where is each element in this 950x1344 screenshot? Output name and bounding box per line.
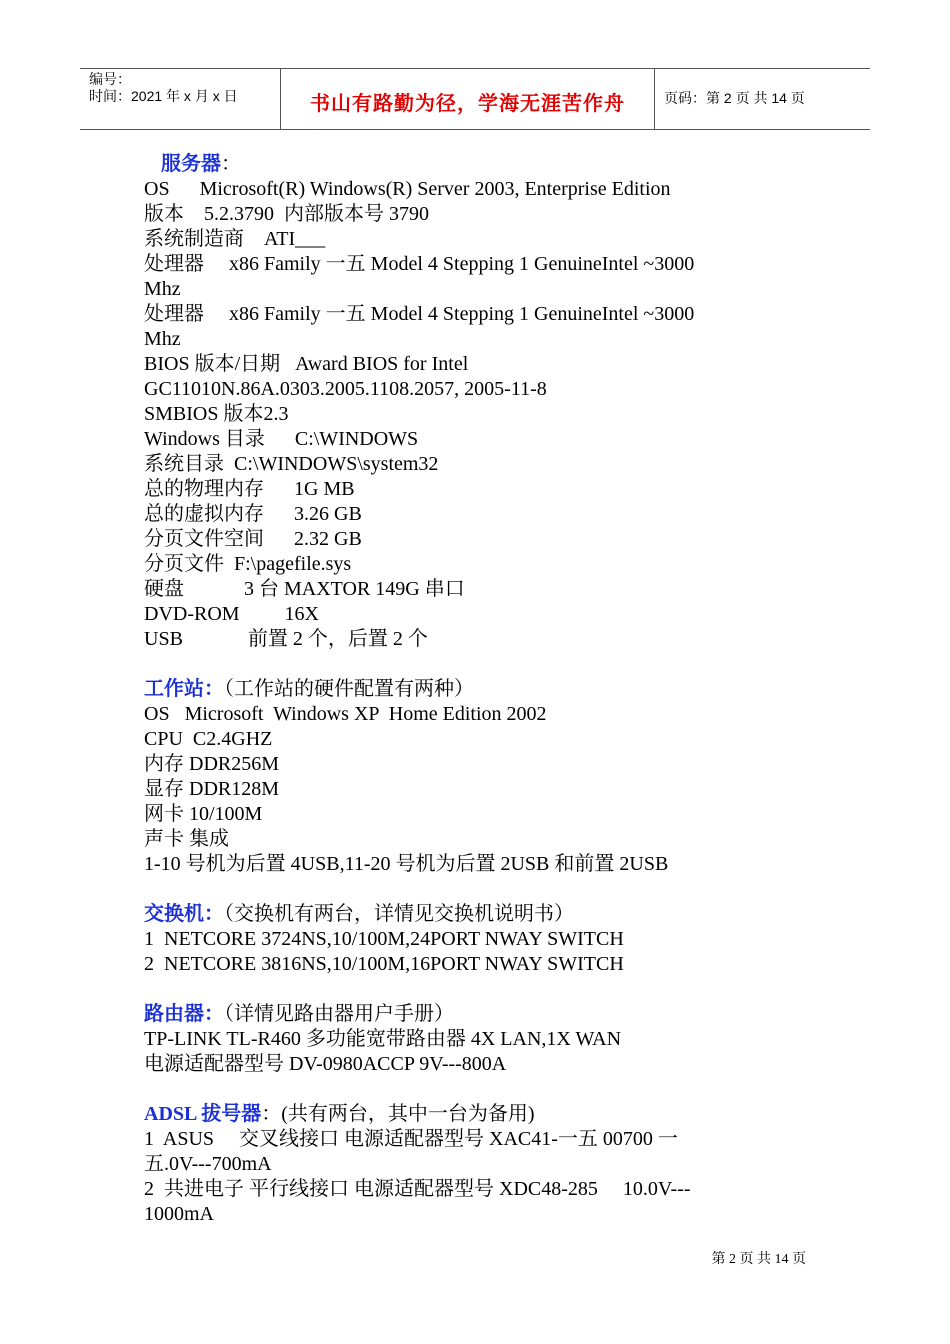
router-spec-list bbox=[144, 1027, 824, 1077]
server-spec-line: 总的虚拟内存 3.26 GB bbox=[144, 503, 362, 525]
server-spec-line: OS Microsoft(R) Windows(R) Server 2003, Enterprise Edition bbox=[144, 178, 671, 200]
router-note: （详情见路由器用户手册） bbox=[224, 1003, 454, 1025]
document-date: 时间：2021 年 x 月 x 日 bbox=[89, 88, 238, 104]
server-spec-line: GC11010N.86A.0303.2005.1108.2057, 2005-11-8 bbox=[144, 378, 547, 400]
switch-spec-list bbox=[144, 927, 824, 977]
router-spec-line: 电源适配器型号 DV-0980ACCP 9V---800A bbox=[144, 1053, 507, 1075]
server-spec-line: DVD-ROM 16X bbox=[144, 603, 319, 625]
section-spacer bbox=[144, 652, 824, 677]
section-spacer bbox=[144, 1077, 824, 1102]
server-heading-colon: ： bbox=[221, 153, 241, 175]
server-spec-line: 处理器 x86 Family 一五 Model 4 Stepping 1 GenuineIntel ~3000 bbox=[144, 303, 695, 325]
adsl-spec-line: 2 共进电子 平行线接口 电源适配器型号 XDC48-285 10.0V--- bbox=[144, 1178, 691, 1200]
header-motto: 书山有路勤为径，学海无涯苦作舟 bbox=[310, 91, 625, 115]
server-spec-line: 系统目录 C:\WINDOWS\system32 bbox=[144, 453, 439, 475]
server-spec-line: Mhz bbox=[144, 278, 181, 300]
workstation-spec-line: OS Microsoft Windows XP Home Edition 2002 bbox=[144, 703, 547, 725]
document-number-label: 编号： bbox=[89, 71, 131, 87]
switch-spec-line: 1 NETCORE 3724NS,10/100M,24PORT NWAY SWITCH bbox=[144, 928, 624, 950]
server-spec-line: 系统制造商 ATI___ bbox=[144, 228, 326, 250]
server-spec-list bbox=[144, 177, 824, 652]
section-spacer bbox=[144, 977, 824, 1002]
workstation-spec-line: 显存 DDR128M bbox=[144, 778, 280, 800]
router-heading: 路由器： bbox=[144, 1003, 224, 1025]
workstation-spec-line: CPU C2.4GHZ bbox=[144, 728, 273, 750]
workstation-heading-line bbox=[144, 677, 824, 702]
switch-note: （交换机有两台，详情见交换机说明书） bbox=[224, 903, 574, 925]
server-spec-line: 分页文件 F:\pagefile.sys bbox=[144, 553, 352, 575]
workstation-spec-line: 网卡 10/100M bbox=[144, 803, 263, 825]
adsl-heading: ADSL 拔号器 bbox=[144, 1103, 262, 1125]
server-heading-line bbox=[144, 152, 824, 177]
header-left-cell bbox=[80, 69, 281, 129]
header-page-cell bbox=[655, 69, 870, 129]
server-spec-line: 总的物理内存 1G MB bbox=[144, 478, 355, 500]
workstation-note: （工作站的硬件配置有两种） bbox=[224, 678, 474, 700]
workstation-spec-line: 内存 DDR256M bbox=[144, 753, 280, 775]
adsl-spec-line: 1 ASUS 交叉线接口 电源适配器型号 XAC41-一五 00700 一 bbox=[144, 1128, 678, 1150]
adsl-spec-line: 1000mA bbox=[144, 1203, 214, 1225]
switch-heading: 交换机： bbox=[144, 903, 224, 925]
document-body bbox=[144, 152, 824, 1227]
adsl-spec-list bbox=[144, 1127, 824, 1227]
page-header bbox=[80, 68, 870, 130]
server-spec-line: BIOS 版本/日期 Award BIOS for Intel bbox=[144, 353, 469, 375]
section-spacer bbox=[144, 877, 824, 902]
server-spec-line: Windows 目录 C:\WINDOWS bbox=[144, 428, 419, 450]
switch-spec-line: 2 NETCORE 3816NS,10/100M,16PORT NWAY SWITCH bbox=[144, 953, 624, 975]
router-spec-line: TP-LINK TL-R460 多功能宽带路由器 4X LAN,1X WAN bbox=[144, 1028, 622, 1050]
server-spec-line: SMBIOS 版本2.3 bbox=[144, 403, 289, 425]
server-spec-line: 版本 5.2.3790 内部版本号 3790 bbox=[144, 203, 429, 225]
server-spec-line: 硬盘 3 台 MAXTOR 149G 串口 bbox=[144, 578, 465, 600]
server-spec-line: 处理器 x86 Family 一五 Model 4 Stepping 1 GenuineIntel ~3000 bbox=[144, 253, 695, 275]
header-motto-cell bbox=[281, 69, 655, 129]
server-heading: 服务器 bbox=[161, 153, 221, 175]
adsl-spec-line: 五.0V---700mA bbox=[144, 1153, 272, 1175]
workstation-heading: 工作站： bbox=[144, 678, 224, 700]
workstation-spec-line: 1-10 号机为后置 4USB,11-20 号机为后置 2USB 和前置 2USB bbox=[144, 853, 669, 875]
server-spec-line: Mhz bbox=[144, 328, 181, 350]
router-heading-line bbox=[144, 1002, 824, 1027]
switch-heading-line bbox=[144, 902, 824, 927]
server-spec-line: 分页文件空间 2.32 GB bbox=[144, 528, 362, 550]
server-spec-line: USB 前置 2 个，后置 2 个 bbox=[144, 628, 428, 650]
header-page-info: 页码：第 2 页 共 14 页 bbox=[664, 90, 805, 106]
page-footer: 第 2 页 共 14 页 bbox=[711, 1252, 806, 1267]
workstation-spec-list bbox=[144, 702, 824, 877]
adsl-heading-line bbox=[144, 1102, 824, 1127]
adsl-note: ：(共有两台，其中一台为备用) bbox=[261, 1103, 535, 1125]
workstation-spec-line: 声卡 集成 bbox=[144, 828, 229, 850]
